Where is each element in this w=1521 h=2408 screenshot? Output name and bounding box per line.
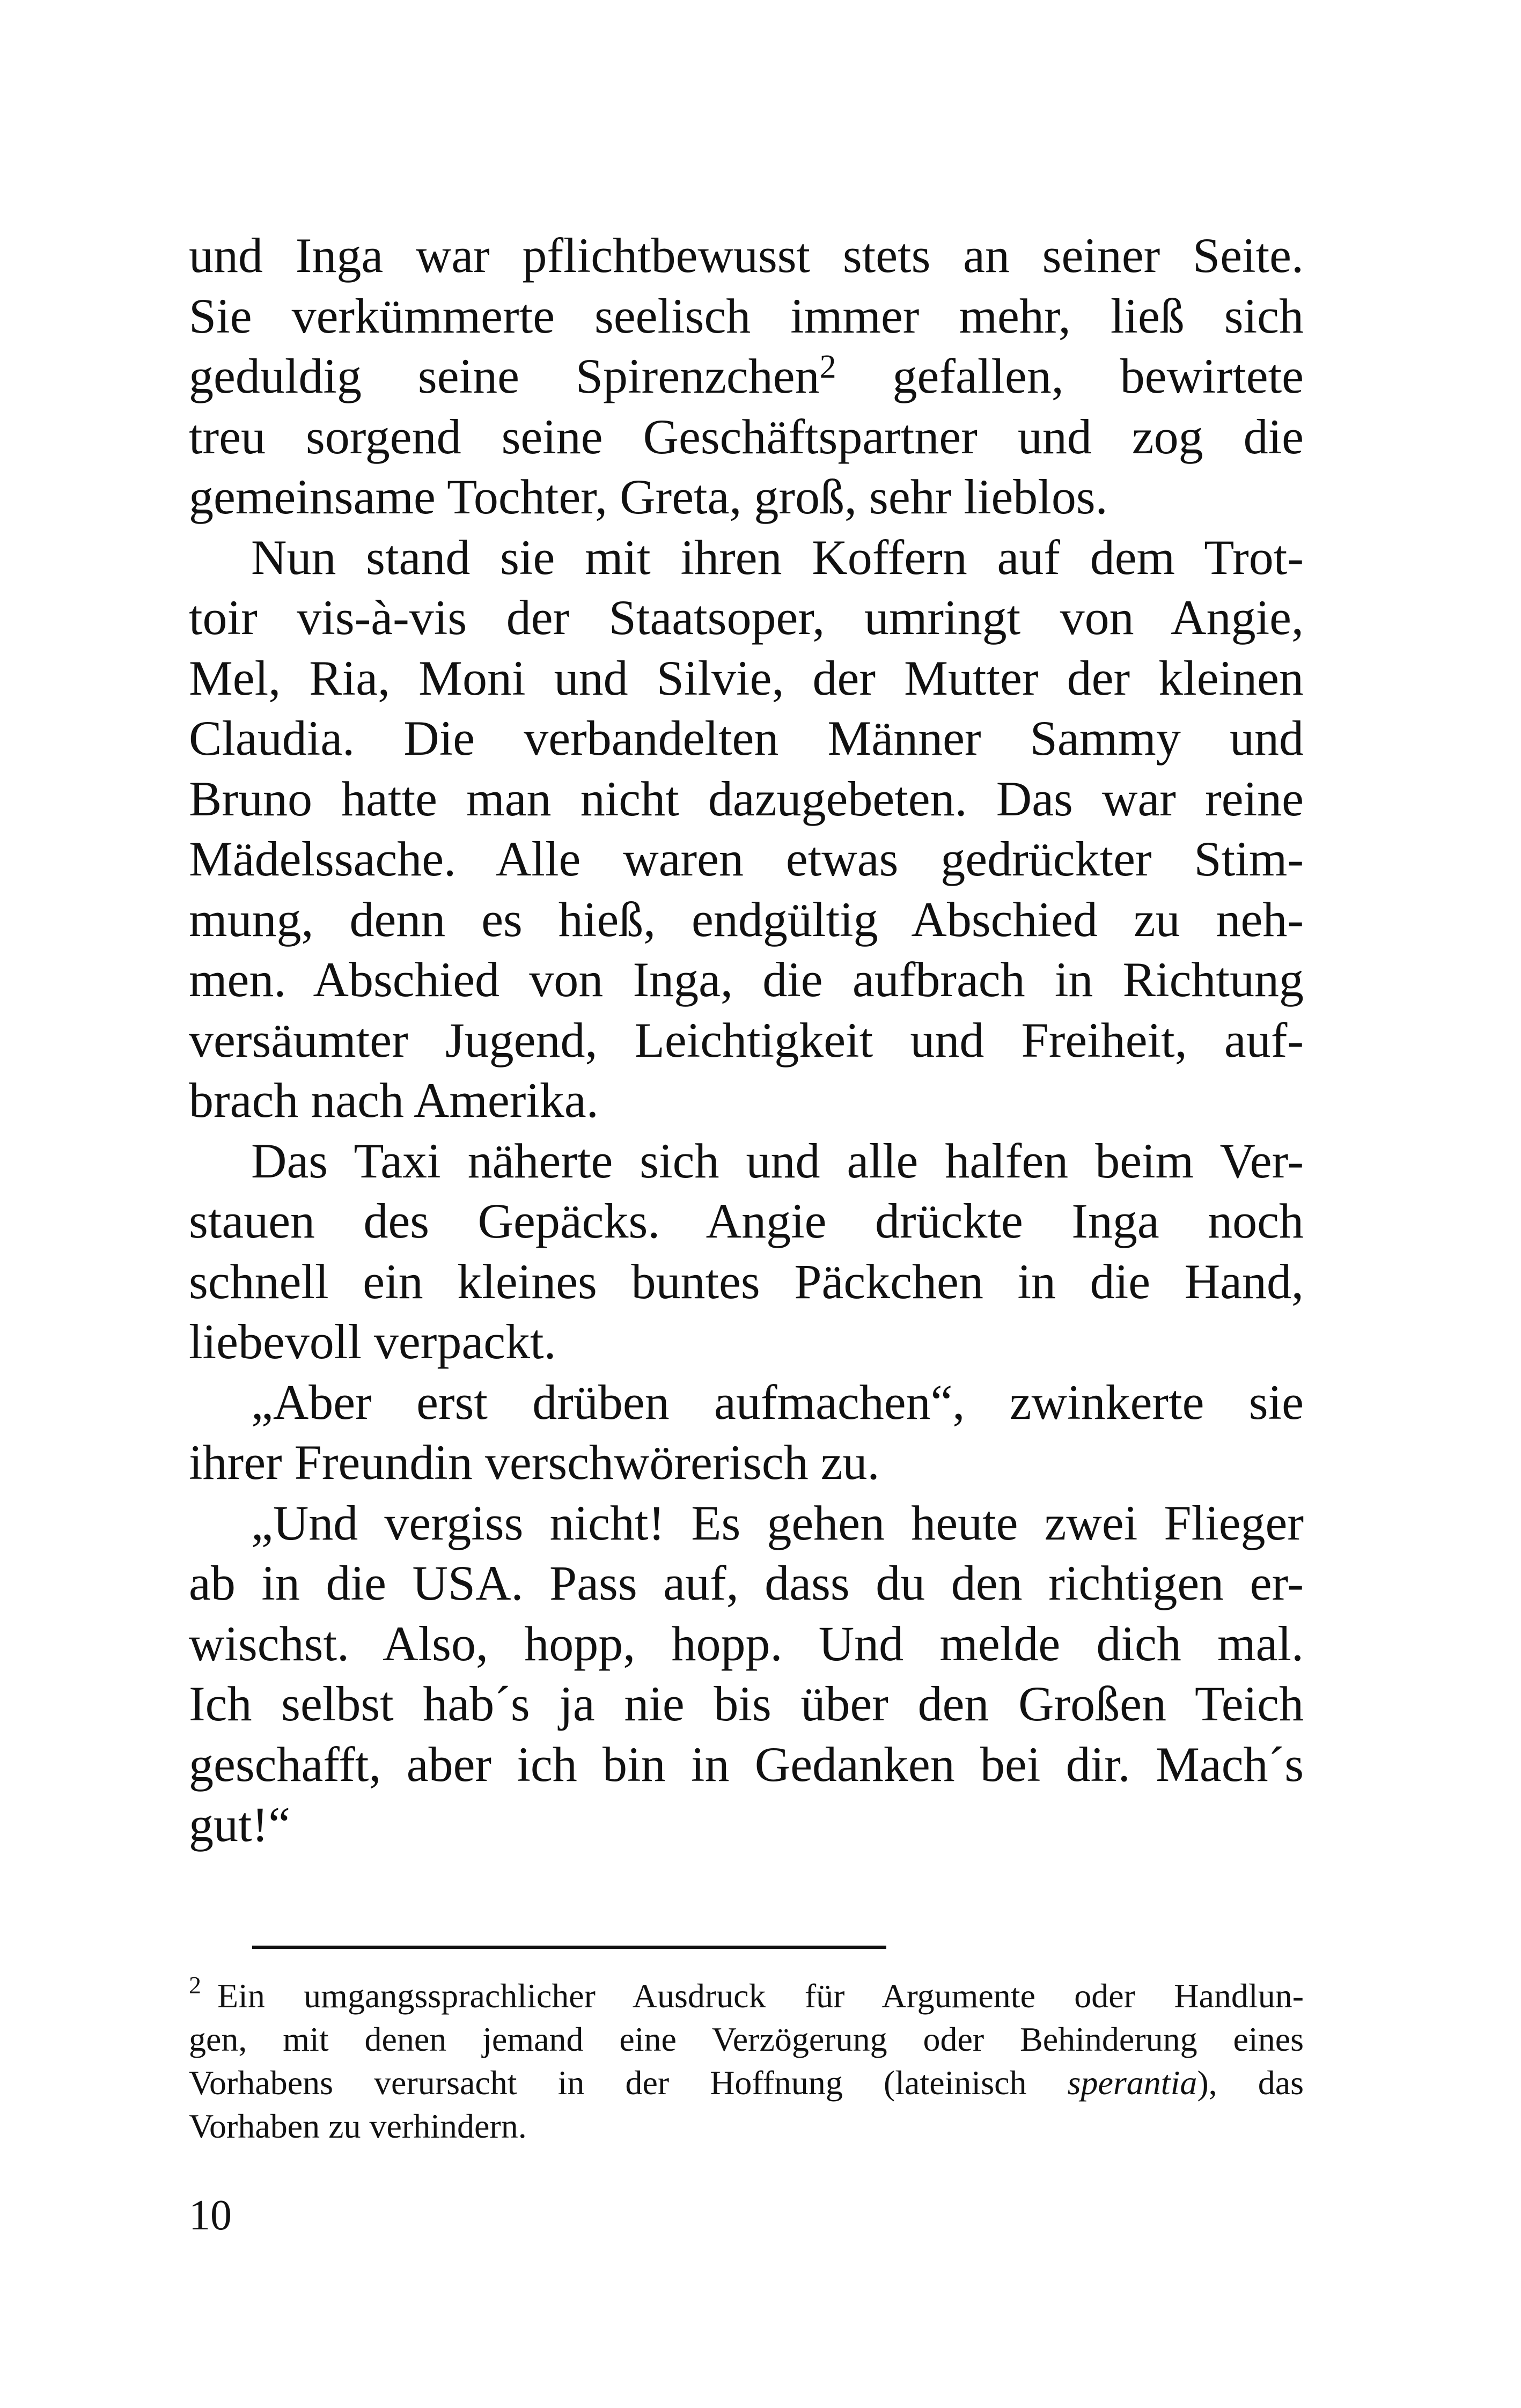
paragraph xyxy=(189,1493,1304,1855)
text-line: Claudia. Die verbandelten Männer Sammy und xyxy=(189,711,1304,765)
text-segment: geduldig seine Spirenzchen xyxy=(189,349,820,403)
text-line: gut!“ xyxy=(189,1797,291,1852)
text-line: gemeinsame Tochter, Greta, groß, sehr lieblos. xyxy=(189,469,1108,524)
text-line: Das Taxi näherte sich und alle halfen beim Ver- xyxy=(251,1133,1304,1188)
text-line: Mädelssache. Alle waren etwas gedrückter Stim- xyxy=(189,831,1304,886)
text-line: „Aber erst drüben aufmachen“, zwinkerte sie xyxy=(251,1374,1304,1430)
latin-term: sperantia xyxy=(1067,2064,1197,2102)
footnote xyxy=(189,1971,1304,2148)
text-segment: gefallen, bewirtete xyxy=(836,349,1304,403)
page-number: 10 xyxy=(189,2192,232,2239)
text-line: versäumter Jugend, Leichtigkeit und Freiheit, auf- xyxy=(189,1012,1304,1067)
text-line: ab in die USA. Pass auf, dass du den richtigen er- xyxy=(189,1556,1304,1610)
text-line: „Und vergiss nicht! Es gehen heute zwei Flieger xyxy=(251,1495,1304,1550)
paragraph xyxy=(189,225,1304,527)
text-line: treu sorgend seine Geschäftspartner und zog die xyxy=(189,409,1304,464)
text-line: toir vis-à-vis der Staatsoper, umringt von Angie, xyxy=(189,590,1304,645)
text-line: men. Abschied von Inga, die aufbrach in Richtung xyxy=(189,952,1304,1007)
text-line xyxy=(189,346,1304,407)
text-line: mung, denn es hieß, endgültig Abschied zu neh- xyxy=(189,892,1304,947)
footnote-line: Vorhaben zu verhindern. xyxy=(189,2107,527,2145)
paragraph xyxy=(189,527,1304,1131)
text-segment: ), das xyxy=(1197,2064,1304,2102)
paragraph xyxy=(189,1131,1304,1372)
text-line: liebevoll verpackt. xyxy=(189,1314,556,1369)
text-line: Nun stand sie mit ihren Koffern auf dem Trot- xyxy=(251,529,1304,585)
footnote-line xyxy=(189,1971,1304,2017)
text-line: und Inga war pflichtbewusst stets an seiner Seite. xyxy=(189,228,1304,283)
text-line: wischst. Also, hopp, hopp. Und melde dich mal. xyxy=(189,1616,1304,1671)
text-line: Bruno hatte man nicht dazugebeten. Das war reine xyxy=(189,771,1304,826)
text-line: ihrer Freundin verschwörerisch zu. xyxy=(189,1435,880,1490)
footnote-line xyxy=(189,2061,1304,2104)
text-line: stauen des Gepäcks. Angie drückte Inga noch xyxy=(189,1194,1304,1248)
footnote-line: gen, mit denen jemand eine Verzögerung oder Behinderung eines xyxy=(189,2020,1304,2058)
text-line: brach nach Amerika. xyxy=(189,1073,599,1128)
text-line: Sie verkümmerte seelisch immer mehr, ließ sich xyxy=(189,288,1304,343)
text-line: Ich selbst hab´s ja nie bis über den Großen Teich xyxy=(189,1676,1304,1731)
paragraph xyxy=(189,1372,1304,1493)
text-line: schnell ein kleines buntes Päckchen in die Hand, xyxy=(189,1254,1304,1309)
text-line: Mel, Ria, Moni und Silvie, der Mutter der kleinen xyxy=(189,650,1304,705)
text-segment: Vorhabens verursacht in der Hoffnung (lateinisch xyxy=(189,2064,1068,2102)
footnote-reference: 2 xyxy=(819,349,836,385)
text-line: geschafft, aber ich bin in Gedanken bei dir. Mach´s xyxy=(189,1736,1304,1792)
text-segment: Ein umgangssprachlicher Ausdruck für Argumente oder Handlun- xyxy=(217,1977,1304,2015)
footnote-mark: 2 xyxy=(189,1971,201,1999)
main-text xyxy=(189,225,1304,1855)
footnote-separator xyxy=(252,1946,886,1949)
